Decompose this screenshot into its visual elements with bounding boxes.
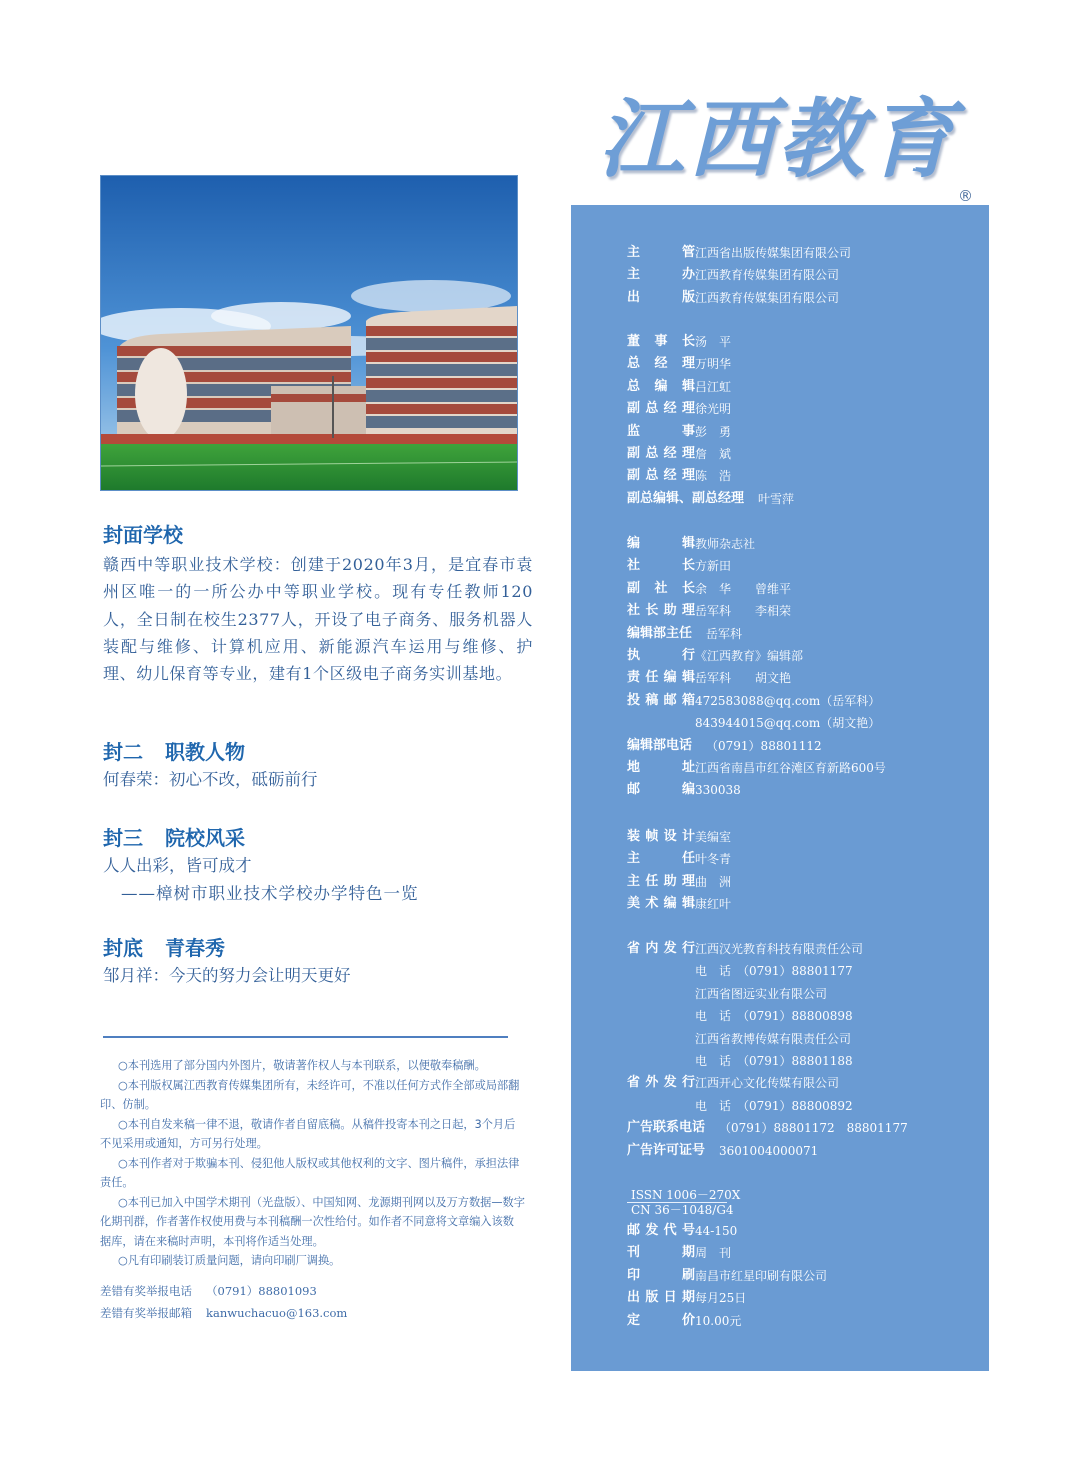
masthead-label: 总编辑 [627, 378, 695, 394]
masthead-label: 省外发行 [627, 1075, 695, 1091]
cover-two-column: 职教人物 [165, 740, 245, 764]
masthead-label: 省内发行 [627, 941, 695, 956]
masthead-row-editorial [627, 578, 791, 600]
masthead-value: 周 刊 [695, 1246, 732, 1261]
masthead-value: （0791）88801172 88801177 [719, 1121, 908, 1136]
cn-row [631, 1199, 734, 1221]
masthead-row-design [627, 871, 731, 893]
masthead-value: 康红叶 [695, 897, 732, 912]
masthead-label: 主任助理 [627, 873, 695, 889]
masthead-label: 责任编辑 [627, 670, 695, 686]
masthead-label: 副社长 [627, 580, 695, 596]
masthead-value: 余 华 曾维平 [695, 581, 792, 596]
masthead-row-editorial [627, 600, 791, 622]
masthead-row-editorial [627, 735, 822, 757]
masthead-value: 岳军科 [706, 626, 743, 641]
masthead-row-management [627, 488, 794, 510]
note-item: ○本刊选用了部分国内外图片，敬请著作权人与本刊联系，以便敬奉稿酬。 [118, 1059, 486, 1072]
masthead-value: 江西教育传媒集团有限公司 [695, 290, 840, 305]
masthead-label: 地 址 [627, 760, 695, 775]
masthead-label: 印 刷 [627, 1267, 695, 1283]
masthead-label: 广告联系电话 [627, 1120, 706, 1136]
masthead-value: 岳军科 胡文艳 [695, 671, 792, 686]
note-item: ○凡有印刷装订质量问题，请向印刷厂调换。 [118, 1254, 341, 1267]
masthead-row-distribution [627, 1050, 853, 1072]
masthead-label: 出版日期 [627, 1290, 695, 1306]
masthead-row-editorial [627, 712, 880, 734]
cover-two-label: 封二 [103, 740, 143, 764]
masthead-row-management [627, 398, 731, 420]
error-report [100, 1280, 347, 1324]
masthead-label: 主 任 [627, 851, 695, 867]
masthead-row-distribution [627, 960, 853, 982]
masthead-label: 社长助理 [627, 603, 695, 619]
masthead-row-pub [627, 1265, 827, 1287]
masthead-label: 副总经理 [627, 401, 695, 417]
report-phone: （0791）88801093 [206, 1284, 317, 1298]
cover-school-heading: 封面学校 [103, 523, 183, 547]
masthead-value: 万明华 [695, 357, 732, 372]
masthead-value: 美编室 [695, 830, 732, 844]
magazine-title: 江西教育 [598, 89, 958, 190]
masthead-row-editorial [627, 533, 755, 555]
masthead-row-pub [627, 1287, 746, 1309]
masthead-row-management [627, 465, 731, 487]
masthead-label: 副总经理 [627, 446, 695, 461]
masthead-row-distribution [627, 983, 827, 1005]
back-cover-heading [103, 934, 533, 962]
cover-two-section [103, 738, 533, 794]
masthead-value: 吕江虹 [695, 379, 732, 394]
masthead-row-pub [627, 1220, 737, 1242]
masthead-value: 南昌市红星印刷有限公司 [695, 1268, 828, 1283]
masthead-value: 江西省教博传媒有限责任公司 [695, 1031, 852, 1046]
cover-two-heading [103, 738, 533, 766]
masthead-row-org [627, 264, 839, 286]
report-email-row [100, 1302, 347, 1324]
masthead-value: 44-150 [695, 1224, 738, 1238]
masthead-value: 电 话 （0791）88800892 [695, 1098, 853, 1113]
magazine-logo [598, 90, 968, 190]
masthead-row-editorial [627, 690, 880, 712]
masthead-value: 彭 勇 [695, 424, 732, 439]
masthead-row-distribution [627, 938, 863, 960]
masthead-row-design [627, 826, 731, 848]
back-cover-article: 邹月祥：今天的努力会让明天更好 [103, 966, 351, 985]
cover-three-column: 院校风采 [165, 826, 245, 850]
note-item: ○本刊自发来稿一律不退，敬请作者自留底稿。从稿件投寄本刊之日起，3个月后不见采用或通知，方可另行处理。 [100, 1117, 516, 1150]
masthead-label: 邮 编 [627, 782, 695, 798]
masthead-label: 编辑部电话 [627, 737, 693, 753]
masthead-label: 邮发代号 [627, 1223, 695, 1238]
issn-number: ISSN 1006－270X [631, 1188, 741, 1202]
cn-number: CN 36－1048/G4 [631, 1203, 734, 1217]
masthead-value: 陈 浩 [695, 469, 732, 484]
masthead-row-editorial [627, 623, 742, 645]
masthead-value: 江西省南昌市红谷滩区育新路600号 [695, 761, 886, 775]
note-item: ○本刊已加入中国学术期刊（光盘版）、中国知网、龙源期刊网以及万方数据—数字化期刊群，作者著作权使用费与本刊稿酬一次性给付。如作者不同意将文章编入该数据库，请在来稿时声明，本刊将作适当处理。 [100, 1195, 525, 1248]
masthead-value: 詹 斌 [695, 447, 732, 461]
cover-three-heading [103, 824, 533, 852]
masthead-label: 装帧设计 [627, 829, 695, 844]
masthead-label: 广告许可证号 [627, 1142, 706, 1158]
masthead-row-pub [627, 1242, 731, 1264]
masthead-label: 副总经理 [627, 468, 695, 484]
back-cover-section [103, 934, 533, 990]
report-email-label: 差错有奖举报邮箱 [100, 1306, 192, 1320]
masthead-value: 每月25日 [695, 1291, 747, 1306]
masthead-row-editorial [627, 757, 886, 779]
masthead-label: 编 辑 [627, 536, 695, 551]
masthead-label: 美术编辑 [627, 896, 695, 912]
report-phone-label: 差错有奖举报电话 [100, 1284, 192, 1298]
masthead-row-management [627, 376, 731, 398]
masthead-value: 江西开心文化传媒有限公司 [695, 1076, 840, 1091]
masthead-value: 岳军科 李相荣 [695, 604, 792, 619]
cover-school-description: 赣西中等职业技术学校：创建于2020年3月，是宜春市袁州区唯一的一所公办中等职业学校。现有专任教师120人，全日制在校生2377人，开设了电子商务、服务机器人装配与维修、计算机应用、新能源汽车运用与维修、护理、幼儿保育等专业，建有1个区级电子商务实训基地。 [103, 555, 533, 684]
masthead-label: 社 长 [627, 558, 695, 574]
masthead-row-design [627, 848, 731, 870]
masthead-label: 执 行 [627, 648, 695, 663]
masthead-row-management [627, 353, 731, 375]
masthead-row-distribution [627, 1072, 839, 1094]
masthead-row-editorial [627, 555, 731, 577]
registered-mark: ® [958, 187, 973, 205]
masthead-label: 总经理 [627, 356, 695, 372]
note-item: ○本刊版权属江西教育传媒集团所有，未经许可，不准以任何方式作全部或局部翻印、仿制。 [100, 1078, 520, 1111]
masthead-value: （0791）88801112 [706, 738, 822, 753]
section-divider [103, 1036, 508, 1038]
masthead-row-editorial [627, 667, 791, 689]
masthead-row-org [627, 287, 839, 309]
masthead-row-distribution [627, 1117, 908, 1139]
cover-three-article: 人人出彩，皆可成才 [103, 856, 252, 875]
masthead-row-design [627, 893, 731, 915]
masthead-value: 汤 平 [695, 335, 732, 349]
masthead-value: 江西教育传媒集团有限公司 [695, 268, 840, 283]
masthead-value: 电 话 （0791）88800898 [695, 1009, 853, 1024]
masthead-row-management [627, 443, 731, 465]
masthead-row-org [627, 242, 851, 264]
masthead-row-distribution [627, 1028, 851, 1050]
masthead-value: 10.00元 [695, 1313, 742, 1328]
masthead-value: 843944015@qq.com（胡文艳） [695, 716, 881, 731]
cover-school-photo [100, 175, 518, 491]
masthead-value: 叶雪萍 [758, 491, 795, 506]
masthead-row-distribution [627, 1140, 818, 1162]
masthead-row-distribution [627, 1005, 853, 1027]
cover-three-section [103, 824, 533, 908]
masthead-label: 刊 期 [627, 1245, 695, 1261]
masthead-label: 定 价 [627, 1312, 695, 1328]
masthead-value: 方新田 [695, 559, 732, 574]
masthead-label: 董事长 [627, 334, 695, 349]
masthead-value: 教师杂志社 [695, 537, 756, 551]
cover-school-section [103, 521, 533, 687]
masthead-value: 《江西教育》编辑部 [695, 649, 804, 663]
back-cover-column: 青春秀 [165, 936, 225, 960]
masthead-value: 江西省图远实业有限公司 [695, 986, 828, 1001]
masthead-value: 330038 [695, 783, 741, 798]
masthead-value: 江西省出版传媒集团有限公司 [695, 246, 852, 260]
masthead-value: 电 话 （0791）88801177 [695, 964, 853, 979]
masthead-label: 投稿邮箱 [627, 692, 695, 708]
report-email: kanwuchacuo@163.com [206, 1306, 348, 1320]
masthead-value: 叶冬青 [695, 852, 732, 867]
note-item: ○本刊作者对于欺骗本刊、侵犯他人版权或其他权利的文字、图片稿件，承担法律责任。 [100, 1156, 520, 1189]
masthead-value: 徐光明 [695, 402, 732, 417]
cover-three-label: 封三 [103, 826, 143, 850]
masthead-row-distribution [627, 1095, 853, 1117]
cover-three-subtitle: ——樟树市职业技术学校办学特色一览 [121, 884, 419, 903]
masthead-row-management [627, 331, 731, 353]
report-phone-row [100, 1280, 347, 1302]
back-cover-label: 封底 [103, 936, 143, 960]
masthead-value: 江西汉光教育科技有限责任公司 [695, 942, 864, 956]
masthead-label: 编辑部主任 [627, 625, 693, 641]
masthead-row-pub [627, 1310, 741, 1332]
masthead-row-management [627, 421, 731, 443]
masthead-label: 出 版 [627, 289, 695, 305]
masthead-value: 曲 洲 [695, 874, 732, 889]
masthead-row-editorial [627, 645, 803, 667]
masthead-row-editorial [627, 779, 741, 801]
masthead-label: 监 事 [627, 423, 695, 439]
masthead-value: 3601004000071 [719, 1143, 819, 1158]
masthead-label: 主 管 [627, 245, 695, 260]
masthead-label: 主 办 [627, 267, 695, 283]
masthead-value: 电 话 （0791）88801188 [695, 1054, 853, 1068]
cover-two-article: 何春荣：初心不改，砥砺前行 [103, 770, 318, 789]
masthead-label: 副总编辑、副总经理 [627, 490, 745, 506]
copyright-notes [100, 1056, 525, 1271]
masthead-value: 472583088@qq.com（岳军科） [695, 693, 881, 708]
